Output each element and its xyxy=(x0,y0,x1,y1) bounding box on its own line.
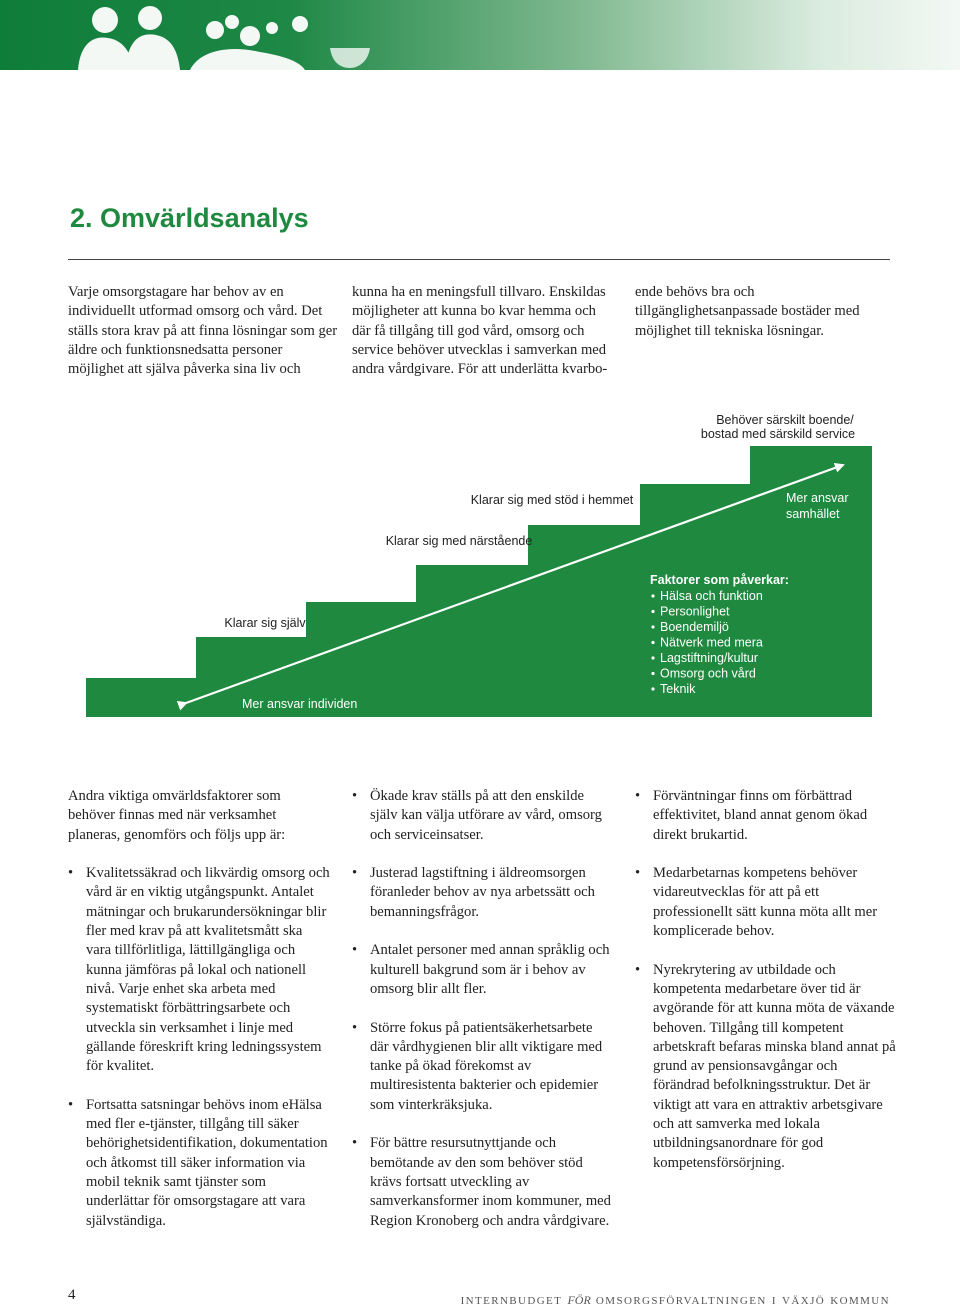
list-item: • Fortsatta satsningar behövs inom eHälsa med fler e-tjänster, tillgång till säker behörighetsidentifikation, dokumentation och åtkomst till säker information via mobil teknik samt tjänster som underlättar för omsorgstagare att vara självständiga. xyxy=(68,1096,330,1231)
people-silhouette-illustration xyxy=(0,0,960,70)
factor-item: Personlighet xyxy=(660,604,730,619)
list-item: • Större fokus på patientsäkerhetsarbete där vårdhygienen blir allt viktigare med tanke på ökad förekomst av multiresistenta bakterier och epidemier som vinterkräksjuka. xyxy=(352,1019,614,1115)
factor-bullet xyxy=(651,610,654,613)
factor-item: Boendemiljö xyxy=(660,620,729,634)
list-item: • Medarbetarnas kompetens behöver vidareutvecklas för att på ett professionellt sätt kunna möta allt mer komplicerade behov. xyxy=(635,864,897,941)
intro-paragraph-2: kunna ha en meningsfull tillvaro. Enskildas möjligheter att kunna bo kvar hemma och där få tillgång till god vård, omsorg och service behöver utvecklas i samverkan med andra vårdgivare. För att underlätta kvarbo- xyxy=(352,284,608,378)
footer-text-end: omsorgsförvaltningen i växjö kommun xyxy=(590,1292,890,1308)
footer-title xyxy=(461,1289,890,1309)
factor-bullet xyxy=(651,656,654,659)
divider xyxy=(68,259,890,260)
list-item: • Justerad lagstiftning i äldreomsorgen föranleder behov av nya arbetssätt och bemanningsfrågor. xyxy=(352,864,614,922)
factors-title: Faktorer som påverkar: xyxy=(650,573,789,587)
intro-column-3 xyxy=(635,283,895,341)
page-title: 2. Omvärldsanalys xyxy=(70,203,309,233)
list-column-1 xyxy=(68,787,330,1250)
step-label-support-at-home: Klarar sig med stöd i hemmet xyxy=(470,493,634,507)
list-item: • Antalet personer med annan språklig och kulturell bakgrund som är i behov av omsorg blir allt fler. xyxy=(352,941,614,999)
factor-item: Hälsa och funktion xyxy=(660,589,763,603)
list-item: • Kvalitetssäkrad och likvärdig omsorg och vård är en viktig utgångspunkt. Antalet mätningar och brukarundersökningar blir fler med krav på att kvalitetsmått ska vara tillförlitliga, lättillgängliga och kunna jämföras på lokal och nationell nivå. Varje enhet ska arbeta med systematiskt förbättringsarbete och utveckla sin verksamhet i linje med gällande föreskrift kring ledningssystem för kvalitet. xyxy=(68,864,330,1076)
header-banner xyxy=(0,0,960,70)
arrow-label-individual: Mer ansvar individen xyxy=(242,697,358,711)
factor-item: Omsorg och vård xyxy=(660,666,756,681)
list-item: • Ökade krav ställs på att den enskilde själv kan välja utförare av vård, omsorg och serviceinsatser. xyxy=(352,787,614,845)
footer-text-italic: för xyxy=(567,1289,591,1308)
staircase-diagram xyxy=(0,400,960,730)
factor-bullet xyxy=(651,594,654,597)
factor-bullet xyxy=(651,625,654,628)
step-label-relatives: Klarar sig med närstående xyxy=(385,534,533,548)
list-intro: Andra viktiga omvärldsfaktorer som behöver finnas med när verksamhet planeras, genomförs och följs upp är: xyxy=(68,788,286,843)
bullet-list-1 xyxy=(68,864,330,1231)
top-step-label-line-1: Behöver särskilt boende/ xyxy=(716,413,854,427)
bullet-list-3 xyxy=(635,787,897,1173)
arrow-label-society-line-2: samhället xyxy=(786,507,840,521)
bullet-list-2 xyxy=(352,787,614,1231)
factor-bullet xyxy=(651,687,654,690)
intro-column-1 xyxy=(68,283,338,379)
top-step-label-line-2: bostad med särskild service xyxy=(700,427,856,441)
intro-paragraph-3: ende behövs bra och tillgänglighetsanpassade bostäder med möjlighet till tekniska lösningar. xyxy=(635,284,860,339)
factor-item: Nätverk med mera xyxy=(660,635,763,650)
list-item: • För bättre resursutnyttjande och bemötande av den som behöver stöd krävs fortsatt utveckling av samverkansformer inom kommuner, med Region Kronoberg och andra vårdgivare. xyxy=(352,1134,614,1230)
factor-bullet xyxy=(651,672,654,675)
intro-column-2 xyxy=(352,283,612,379)
arrow-label-society-line-1: Mer ansvar xyxy=(786,491,849,505)
list-column-2 xyxy=(352,787,614,1250)
page-number: 4 xyxy=(68,1287,76,1303)
factor-bullet xyxy=(651,641,654,644)
list-item: • Nyrekrytering av utbildade och kompetenta medarbetare över tid är avgörande för att kunna möta de växande behoven. Tillgång till kompetent arbetskraft befaras minska bland annat på grund av pensionsavgångar och förändrad befolkningsstruktur. Det är viktigt att vara en attraktiv arbetsgivare och att samverka med lokala utbildningsanordnare för god kompetensförsörjning. xyxy=(635,961,897,1173)
factor-item: Lagstiftning/kultur xyxy=(660,651,758,665)
list-column-3 xyxy=(635,787,897,1192)
factor-item: Teknik xyxy=(660,682,696,696)
step-label-self: Klarar sig själv xyxy=(224,616,306,630)
footer-text-start: internbudget xyxy=(460,1292,568,1308)
intro-paragraph-1: Varje omsorgstagare har behov av en individuellt utformad omsorg och vård. Det ställs stora krav på att finna lösningar som ger äldre och funktionsnedsatta personer möjlighet att själva påverka sina liv och xyxy=(68,284,338,378)
list-item: • Förväntningar finns om förbättrad effektivitet, bland annat genom ökad direkt brukartid. xyxy=(635,787,897,845)
